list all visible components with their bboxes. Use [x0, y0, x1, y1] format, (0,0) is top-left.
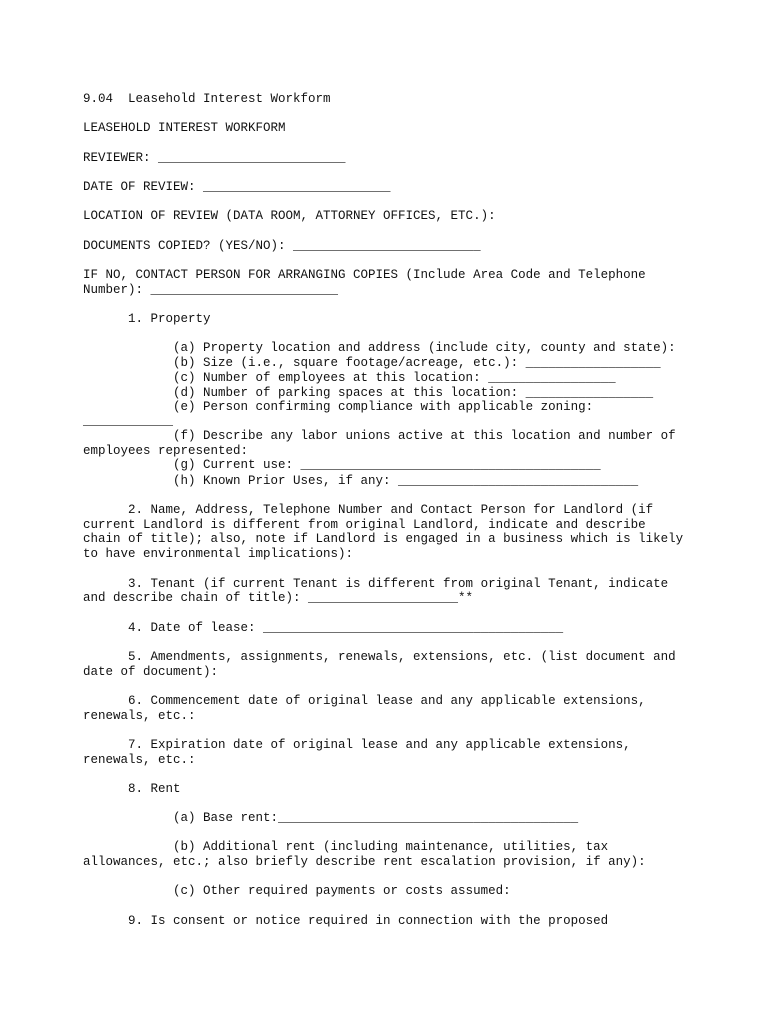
item-1a: (a) Property location and address (include city, county and state): — [83, 341, 676, 355]
item-8c: (c) Other required payments or costs assumed: — [83, 884, 511, 898]
item-1f-line-2: employees represented: — [83, 444, 249, 458]
item-6-line-2: renewals, etc.: — [83, 709, 196, 723]
item-2-line-2: current Landlord is different from original Landlord, indicate and describe — [83, 518, 646, 532]
item-9-line-1: 9. Is consent or notice required in connection with the proposed — [83, 914, 609, 928]
contact-person-line-1: IF NO, CONTACT PERSON FOR ARRANGING COPIES (Include Area Code and Telephone — [83, 268, 646, 282]
item-2-line-4: to have environmental implications): — [83, 547, 354, 561]
documents-copied-field: DOCUMENTS COPIED? (YES/NO): _________________________ — [83, 239, 481, 253]
item-6-line-1: 6. Commencement date of original lease and any applicable extensions, — [83, 694, 646, 708]
item-1e-blank: ____________ — [83, 414, 174, 428]
item-3-line-2: and describe chain of title): ____________________** — [83, 591, 474, 605]
section-heading: 9.04 Leasehold Interest Workform — [83, 92, 331, 106]
item-1c: (c) Number of employees at this location: _________________ — [83, 371, 616, 385]
item-2-line-1: 2. Name, Address, Telephone Number and Contact Person for Landlord (if — [83, 503, 654, 517]
reviewer-field: REVIEWER: _________________________ — [83, 151, 346, 165]
form-title: LEASEHOLD INTEREST WORKFORM — [83, 121, 286, 135]
item-4: 4. Date of lease: ________________________________________ — [83, 621, 564, 635]
location-of-review-field: LOCATION OF REVIEW (DATA ROOM, ATTORNEY OFFICES, ETC.): — [83, 209, 496, 223]
item-1e: (e) Person confirming compliance with applicable zoning: — [83, 400, 594, 414]
item-8-heading: 8. Rent — [83, 782, 181, 796]
item-8b-line-2: allowances, etc.; also briefly describe rent escalation provision, if any): — [83, 855, 646, 869]
item-3-line-1: 3. Tenant (if current Tenant is different from original Tenant, indicate — [83, 577, 669, 591]
item-1b: (b) Size (i.e., square footage/acreage, etc.): __________________ — [83, 356, 661, 370]
item-8a: (a) Base rent:________________________________________ — [83, 811, 579, 825]
item-2-line-3: chain of title); also, note if Landlord is engaged in a business which is likely — [83, 532, 684, 546]
item-1d: (d) Number of parking spaces at this location: _________________ — [83, 386, 654, 400]
item-5-line-2: date of document): — [83, 665, 219, 679]
item-1h: (h) Known Prior Uses, if any: ________________________________ — [83, 474, 639, 488]
item-1f-line-1: (f) Describe any labor unions active at this location and number of — [83, 429, 676, 443]
item-7-line-1: 7. Expiration date of original lease and any applicable extensions, — [83, 738, 631, 752]
item-1g: (g) Current use: ________________________________________ — [83, 458, 601, 472]
date-of-review-field: DATE OF REVIEW: _________________________ — [83, 180, 391, 194]
item-8b-line-1: (b) Additional rent (including maintenance, utilities, tax — [83, 840, 609, 854]
item-1-heading: 1. Property — [83, 312, 211, 326]
item-7-line-2: renewals, etc.: — [83, 753, 196, 767]
contact-person-line-2: Number): _________________________ — [83, 283, 339, 297]
item-5-line-1: 5. Amendments, assignments, renewals, extensions, etc. (list document and — [83, 650, 676, 664]
